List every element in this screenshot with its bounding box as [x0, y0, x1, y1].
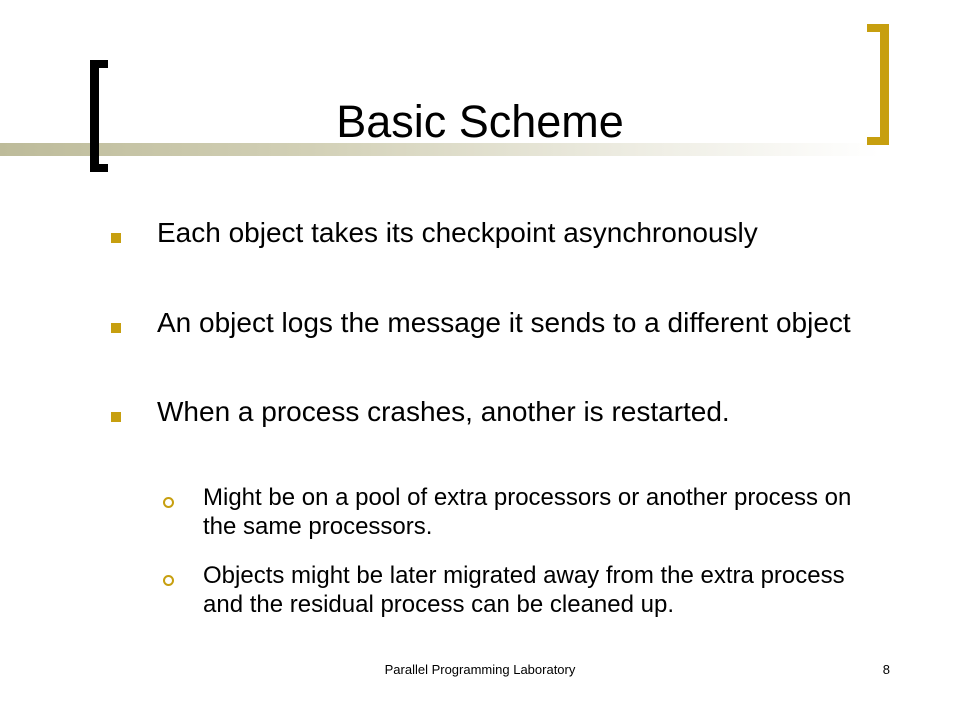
- square-bullet-icon: [111, 233, 121, 243]
- page-number: 8: [882, 662, 890, 677]
- sub-bullet-text: Might be on a pool of extra processors or another process on the same processors.: [203, 484, 852, 540]
- slide-title: Basic Scheme: [336, 96, 624, 147]
- bullet-text: When a process crashes, another is restarted.: [157, 396, 730, 427]
- bullet-text: An object logs the message it sends to a different object: [157, 307, 851, 338]
- bullet-text: Each object takes its checkpoint asynchronously: [157, 217, 758, 248]
- footer-text: Parallel Programming Laboratory: [384, 662, 576, 677]
- sub-bullet-text: Objects might be later migrated away from the extra process and the residual process can be cleaned up.: [203, 562, 845, 618]
- hollow-circle-bullet-icon: [163, 575, 174, 586]
- hollow-circle-bullet-icon: [163, 497, 174, 508]
- square-bullet-icon: [111, 323, 121, 333]
- square-bullet-icon: [111, 412, 121, 422]
